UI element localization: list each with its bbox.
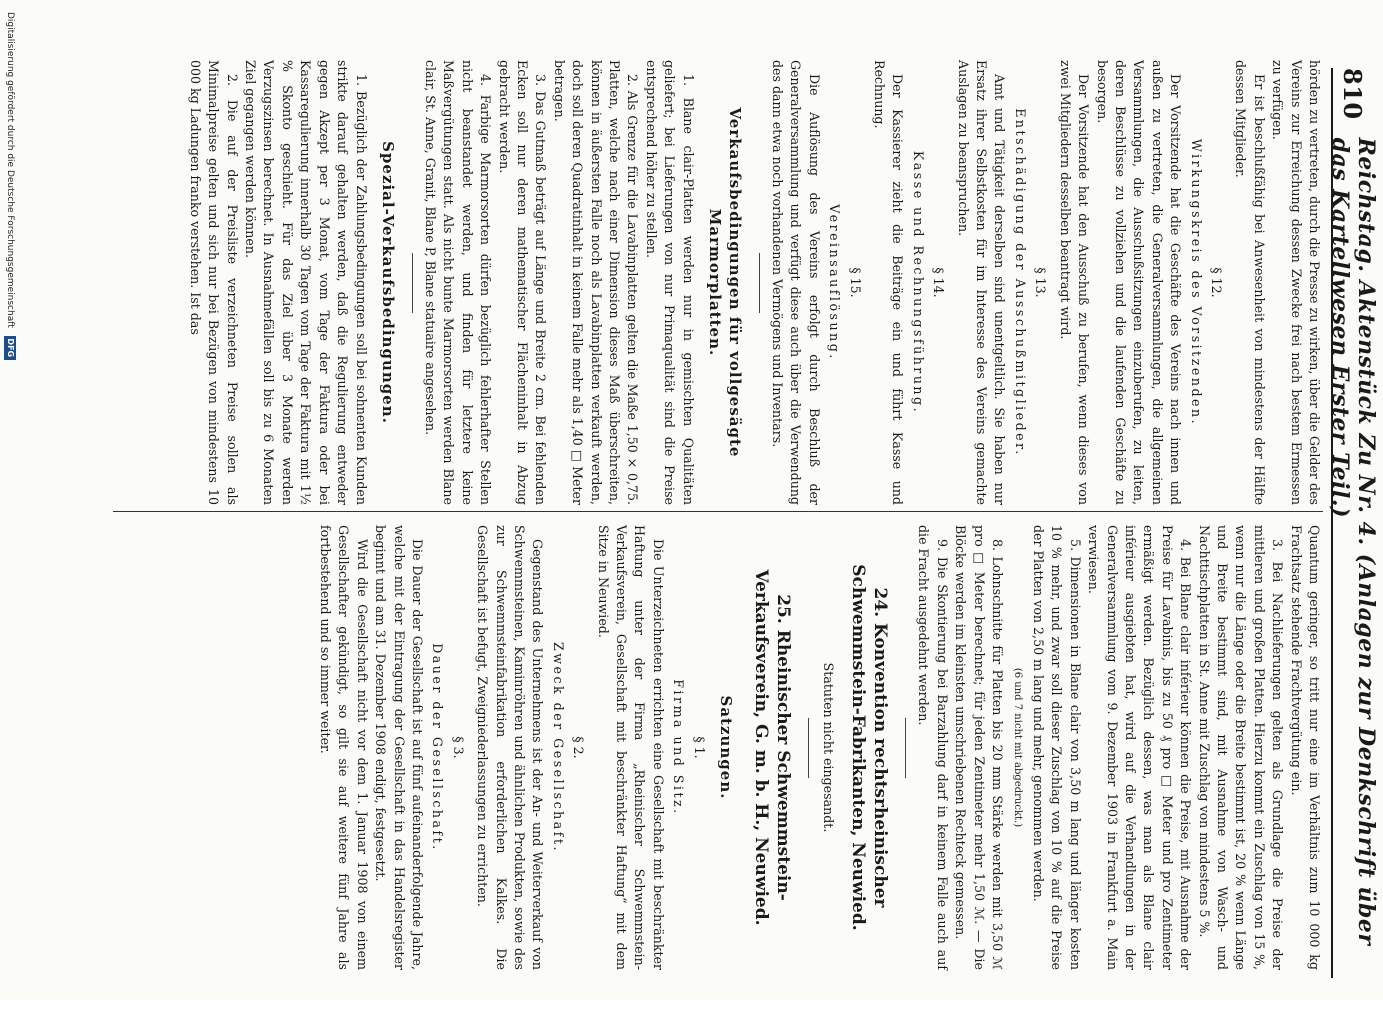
paragraph: 8. Lohnschnitte für Platten bis 20 mm Stärke werden mit 3,50 ℳ pro □ Meter berechnet; für jeden Zentimeter mehr 1,50 ℳ. — Die Blöcke werden im kleinsten umschriebenen Rechteck gemessen. — [953, 525, 1006, 970]
paragraph: 1. Bezüglich der Zahlungsbedingungen soll bei sohnenten Kunden strikte darauf gehalten werden, daß die Regulierung entweder gegen Akzept per 3 Monat, vom Tage der Faktura oder bei Kassaregulierung innerhalb 30 Tagen vom Tage der Faktura mit 1½ % Skonto geschieht. Für das Ziel über 3 Monate werden Verzugszinsen berechnet. In Ausnahmefällen soll bis zu 6 Monaten Ziel gegangen werden können. — [243, 60, 369, 505]
section-number: § 12. — [1208, 267, 1224, 298]
section-number: § 3. — [450, 736, 466, 759]
paragraph: 3. Bei Nachlieferungen gelten als Grundlage die Preise der mittleren und großen Platten. Hierzu kommt ein Zuschlag von 15 %, wenn nur die Länge oder die Breite bestimmt ist, 20 % wenn Länge und Breite bestimmt sind, mit Ausnahme von Wasch- und Nachttischplatten in St. Anne mit Zuschlag von mindestens 5 %. — [1196, 525, 1286, 970]
separator-rule — [905, 718, 906, 778]
paragraph: 3. Das Gutmaß beträgt auf Länge und Breite 2 cm. Bei fehlenden Ecken soll nur deren mathematischer Flächeninhalt in Abzug gebracht werden. — [496, 60, 549, 505]
header-title: Reichstag. Aktenstück Zu Nr. 4. (Anlagen zur Denkschrift über das Kartellwesen Erster Teil.) — [1327, 137, 1379, 946]
section-number: § 1. — [691, 736, 707, 759]
section-number: § 14. — [931, 267, 947, 298]
paragraph: 2. Die auf der Preisliste verzeichneten Preise sollen als Minimalpreise gelten und sich nur bei Bezügen von mindestens 10 000 kg Ladungen franko verstehen. Ist das — [187, 60, 240, 505]
paragraph: 1. Blane clair-Platten werden nur in gemischten Qualitäten geliefert; bei Lieferungen von nur Primaqualität sind die Preise entsprechend höher zu stellen. — [643, 60, 696, 505]
paragraph: Gegenstand des Unternehmens ist der An- und Weiterverkauf von Schwemmsteinen, Kaminröhren und ähnlichen Produkten, sowie des zur Schwemmsteinfabrikation erforderlichen Kalkes. Die Gesellschaft ist befugt, Zweigniederlassungen zu errichten. — [475, 525, 546, 970]
paragraph: 9. Die Skontierung bei Barzahlung darf in keinem Falle auch auf die Fracht ausgedehnt werden. — [916, 525, 950, 970]
section-heading: Wirkungskreis des Vorsitzenden. — [1188, 138, 1204, 427]
editorial-note: (6 und 7 nicht mit abgedruckt.) — [1012, 667, 1024, 828]
section-heading: Firma und Sitz. — [671, 679, 687, 816]
section-heading: Dauer der Gesellschaft. — [430, 643, 446, 852]
sub-heading: Spezial-Verkaufsbedingungen. — [378, 141, 397, 424]
entry-heading: 24. Konvention rechtsrheinischer Schwemmstein-Fabrikanten, Neuwied. — [848, 564, 891, 931]
paragraph: Die Unterzeichneten errichten eine Gesellschaft mit beschränkter Haftung unter der Firma „Rheinischer Schwemmstein-Verkaufsverein, Gesellschaft mit beschränkter Haftung“ mit dem Sitze in Neuwied. — [595, 525, 666, 970]
sub-heading: Satzungen. — [716, 695, 735, 800]
separator-rule — [412, 253, 413, 313]
paragraph: Die Dauer der Gesellschaft ist auf fünf aufeinanderfolgende Jahre, welche mit der Eintragung der Gesellschaft in das Handelsregister beginnt und am 31. Dezember 1908 endigt, festgesetzt. — [373, 525, 425, 970]
paragraph: 4. Farbige Marmorsorten dürfen bezüglich fehlerhafter Stellen nicht beanstandet werden, und finden für letztere keine Maßvergütungen statt. Als nicht bunte Marmorsorten werden Blane clair, St. Anne, Granit, Blane P, Blane statuaire angesehen. — [422, 60, 494, 505]
dfg-logo: DFG — [4, 336, 16, 360]
entry-heading: 25. Rheinischer Schwemmstein-Verkaufsverein, G. m. b. H., Neuwied. — [750, 569, 793, 926]
separator-rule — [759, 253, 760, 313]
page-number: 810 — [1338, 68, 1368, 120]
digitization-credit — [0, 0, 20, 1012]
sub-heading: Verkaufsbedingungen für vollgesägte Marmorplatten. — [705, 107, 744, 458]
statute-note: Statuten nicht eingesandt. — [821, 662, 837, 833]
paragraph: 4. Bei Blane clair inférieur können die Preise, mit Ausnahme der Preise für Lavabinis, bis zu 50 ₰ pro □ Meter und pro Zentimeter ermäßigt werden. Bezüglich dessen, was man als Blane clair inférieur ausgiebten hat, wird auf die Verhandlungen in der Generalversammlung vom 9. Dezember 1903 in Frankfurt a. Main verwiesen. — [1086, 525, 1194, 970]
section-number: § 2. — [571, 736, 587, 759]
section-heading: Entschädigung der Ausschußmitglieder. — [1012, 108, 1028, 457]
page-header — [1327, 68, 1379, 978]
paragraph: hörden zu vertreten, durch die Presse zu wirken, über die Gelder des Vereins zur Erreichung dessen Zwecke frei nach bestem Ermessen zu verfügen. — [1270, 60, 1322, 505]
section-heading: Kasse und Rechnungsführung. — [910, 150, 926, 415]
paragraph: Wird die Gesellschaft nicht vor dem 1. Januar 1908 von einem Gesellschafter gekündigt, so gilt sie auf weitere fünf Jahre als fortbestehend und so immer weiter. — [317, 525, 370, 970]
paragraph: 2. Als Grenze für die Lavabinplatten gelten die Maße 1,50 × 0,75. Platten, welche nach einer Dimension dieses Maß überschreiten, können in äußersten Falle noch als Lavabinplatten verkauft werden, doch soll deren Quadratinhalt in keinem Falle mehr als 1,40 □ Meter betragen. — [551, 60, 641, 505]
paragraph: Der Kassierer zieht die Beiträge ein und führt Kasse und Rechnung. — [872, 60, 906, 505]
paragraph: Der Vorsitzende hat die Geschäfte des Vereins nach innen und außen zu vertreten, die Generalversammlungen, die allgemeinen Versammlungen, die Ausschußsitzungen einzuberufen, zu leiten, deren Beschlüsse zu vollziehen und die laufenden Geschäfte zu besorgen. — [1094, 60, 1184, 505]
section-heading: Zweck der Gesellschaft. — [550, 641, 566, 854]
paragraph: Quantum geringer, so tritt nur eine im Verhältnis zum 10 000 kg Frachtsatz stehende Frachtvergütung ein. — [1288, 525, 1322, 970]
paragraph: Amt und Tätigkeit derselben sind unentgeltlich. Sie haben nur Ersatz ihrer Selbstkosten für im Interesse des Vereins gemachte Auslagen zu beanspruchen. — [955, 60, 1008, 505]
paragraph: Die Auflösung des Vereins erfolgt durch Beschluß der Generalversammlung und verfügt diese auch über die Verwendung des dann etwa noch vorhandenen Vermögens und Inventars. — [770, 60, 822, 505]
paragraph: Der Vorsitzende hat den Ausschuß zu berufen, wenn dieses von zwei Mitgliedern desselben beantragt wird. — [1057, 60, 1092, 505]
paragraph: Er ist beschlußfähig bei Anwesenheit von mindestens der Hälfte dessen Mitglieder. — [1233, 60, 1267, 505]
column-divider — [113, 511, 1323, 512]
left-column — [185, 60, 1323, 505]
separator-rule — [808, 718, 809, 778]
paragraph: 5. Dimensionen in Blane clair von 3,50 m lang und länger kosten 10 % mehr, und zwar soll dieser Zuschlag von 10 % auf die Preise der Platten von 2,50 m lang und mehr, genommen werden. — [1030, 525, 1083, 970]
right-column — [316, 525, 1323, 970]
section-number: § 15. — [847, 267, 863, 298]
credit-text: Digitalisierung gefördert durch die Deutsche Forschungsgemeinschaft — [5, 12, 15, 328]
section-number: § 13. — [1033, 267, 1049, 298]
section-heading: Vereinsauflösung. — [827, 204, 843, 361]
